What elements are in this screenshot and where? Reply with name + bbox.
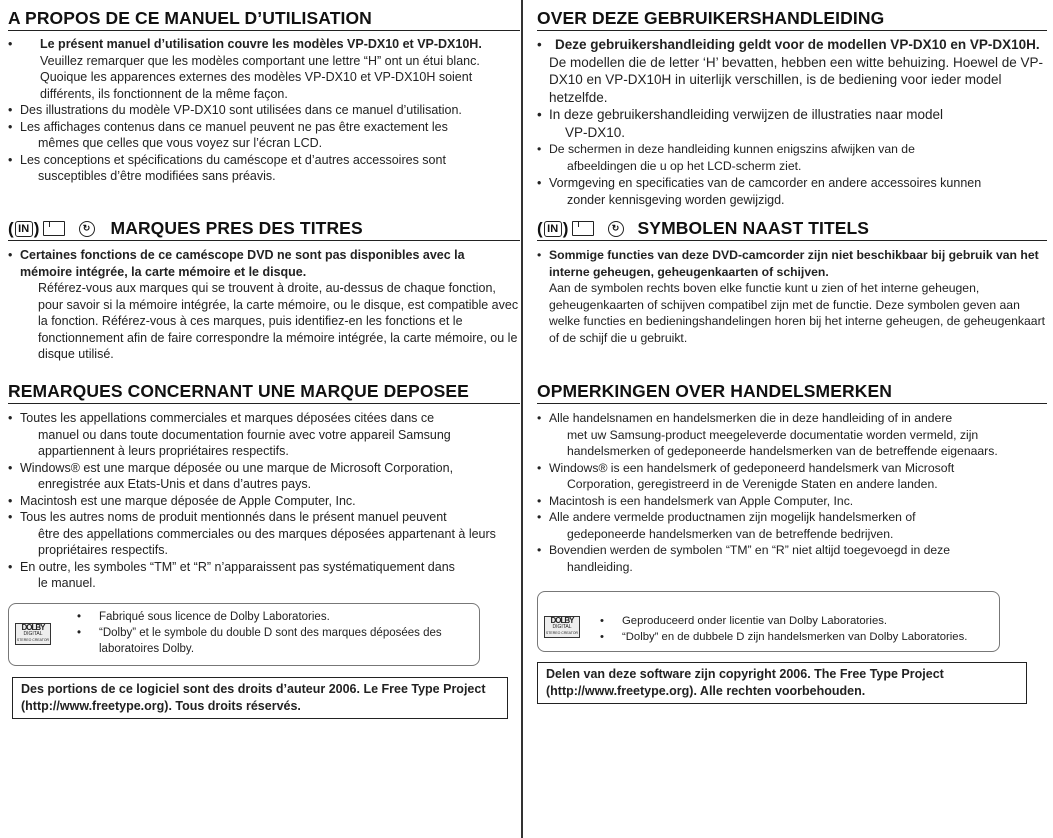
dolby-logo <box>15 623 51 645</box>
fr-dolby-box <box>8 603 480 666</box>
fr-tm-3: Tous les autres noms de produit mentionnés dans le présent manuel peuvent <box>20 510 447 524</box>
list-item <box>8 493 520 510</box>
fr-dolby-line-0: • Fabriqué sous licence de Dolby Laboratories. <box>77 609 472 625</box>
nl-symbols-section <box>537 218 1047 346</box>
fr-tm-cont-0: manuel ou dans toute documentation fournie avec votre appareil Samsung appartiennent à leurs propriétaires respectifs. <box>38 427 451 458</box>
fr-symbols-heading <box>8 218 520 241</box>
fr-trademark-section <box>8 381 520 592</box>
list-item <box>8 247 520 363</box>
nl-symbols-heading <box>537 218 1047 241</box>
fr-about-bold: • Le présent manuel d’utilisation couvre les modèles VP-DX10 et VP-DX10H. <box>40 37 482 51</box>
fr-dolby-text <box>77 609 472 657</box>
nl-about-cont-2: afbeeldingen die u op het LCD-scherm ziet. <box>567 159 802 173</box>
nl-tm-0: Alle handelsnamen en handelsmerken die in deze handleiding of in andere <box>549 411 953 425</box>
dolby-logo-word: DOLBY <box>550 616 574 625</box>
fr-about-section <box>8 8 520 185</box>
nl-about-3: Vormgeving en specificaties van de camcorder en andere accessoires kunnen <box>549 176 982 190</box>
nl-about-cont-3: zonder kennisgeving worden gewijzigd. <box>567 192 785 207</box>
fr-symbols-title: MARQUES PRES DES TITRES <box>110 218 363 238</box>
fr-tm-cont-1: enregistrée aux Etats-Unis et dans d’autres pays. <box>38 477 312 491</box>
fr-symbols-bold: • Certaines fonctions de ce caméscope DVD ne sont pas disponibles avec la mémoire intégrée, la carte mémoire et le disque. <box>20 248 465 279</box>
list-item <box>537 141 1047 175</box>
nl-tm-4: Bovendien werden de symbolen “TM” en “R” niet altijd toegevoegd in deze <box>549 543 951 557</box>
fr-about-2: Les affichages contenus dans ce manuel peuvent ne pas être exactement les <box>20 119 448 134</box>
nl-dolby-line-0: • Geproduceerd onder licentie van Dolby Laboratories. <box>600 613 996 629</box>
nl-dolby-line-1: • “Dolby” en de dubbele D zijn handelsmerken van Dolby Laboratories. <box>600 629 996 645</box>
fr-symbols-list <box>8 247 520 363</box>
list-item <box>8 460 520 493</box>
list-item <box>8 36 520 102</box>
nl-symbols-text: Aan de symbolen rechts boven elke functie kunt u zien of het interne geheugen, geheugenkaarten of schijven compatibel zijn met de functie. Deze symbolen geven aan welke functies en bedieningshandelingen horen bij het interne geheugen, de geheugenkaart of de schijf die u gebruikt. <box>549 281 1046 345</box>
list-item <box>8 119 520 152</box>
nl-tm-2: Macintosh is een handelsmerk van Apple Computer, Inc. <box>549 493 854 508</box>
nl-tm-cont-4: handleiding. <box>567 559 633 574</box>
fr-tm-1: Windows® est une marque déposée ou une marque de Microsoft Corporation, <box>20 460 454 475</box>
column-divider <box>521 0 523 838</box>
fr-trademark-title: REMARQUES CONCERNANT UNE MARQUE DEPOSEE <box>8 381 520 404</box>
fr-about-title: A PROPOS DE CE MANUEL D’UTILISATION <box>8 8 520 31</box>
nl-about-cont-1: VP-DX10. <box>565 124 626 140</box>
list-item <box>537 247 1047 346</box>
fr-symbols-text: Référez-vous aux marques qui se trouvent à droite, au-dessus de chaque fonction, pour savoir si la mémoire intégrée, la carte mémoire, ou le disque, est compatible avec la fonction. Référez-vous à ces marques, puis identifiez-en les fonctions et le fonctionnement afin de faire correspondre la mémoire intégrée, la carte mémoire, ou le disque utilisé. <box>38 281 519 361</box>
nl-about-list <box>537 36 1047 208</box>
fr-about-cont-2: mêmes que celles que vous voyez sur l’écran LCD. <box>38 136 323 150</box>
nl-tm-1: Windows® is een handelsmerk of gedeponeerd handelsmerk van Microsoft <box>549 460 955 475</box>
nl-about-cont-0: De modellen die de letter ‘H’ bevatten, hebben een witte behuizing. Hoewel de VP-DX10 en VP-DX10H in uiterlijk verschillen, is de bediening voor ieder model hetzelfde. <box>549 54 1044 105</box>
nl-tm-cont-0: met uw Samsung-product meegeleverde documentatie worden vermeld, zijn handelsmerken of gedeponeerde handelsmerken van de betreffende eigenaars. <box>567 427 998 458</box>
list-item <box>537 106 1047 141</box>
fr-about-cont-3: susceptibles d’être modifiées sans préavis. <box>38 169 276 183</box>
nl-freetype-notice: Delen van deze software zijn copyright 2006. The Free Type Project (http://www.freetype.org). Alle rechten voorbehouden. <box>537 662 1027 704</box>
fr-about-list <box>8 36 520 185</box>
nl-symbols-bold: • Sommige functies van deze DVD-camcorder zijn niet beschikbaar bij gebruik van het interne geheugen, geheugenkaarten of schijven. <box>549 248 1039 279</box>
nl-dolby-box <box>537 591 1000 652</box>
list-item <box>8 559 520 592</box>
list-item <box>8 102 520 119</box>
fr-symbols-section <box>8 218 520 363</box>
fr-tm-4: En outre, les symboles “TM” et “R” n’apparaissent pas systématiquement dans <box>20 559 455 574</box>
dolby-logo-digital: DIGITAL <box>552 624 572 630</box>
dolby-logo-sub: STEREO CREATOR <box>16 638 50 642</box>
fr-symbols-icons: ( IN ) ↻ <box>8 219 95 239</box>
fr-about-3: Les conceptions et spécifications du caméscope et d’autres accessoires sont <box>20 152 446 167</box>
memory-card-icon <box>43 221 65 236</box>
dolby-logo-word: DOLBY <box>21 623 45 632</box>
fr-about-1: Des illustrations du modèle VP-DX10 sont utilisées dans ce manuel d’utilisation. <box>20 103 462 117</box>
built-in-memory-icon: IN <box>544 221 562 237</box>
nl-symbols-icons: ( IN ) ↻ <box>537 219 624 239</box>
nl-trademark-list <box>537 410 1047 575</box>
list-item <box>537 410 1047 460</box>
nl-about-2: De schermen in deze handleiding kunnen enigszins afwijken van de <box>549 142 915 156</box>
built-in-memory-icon: IN <box>15 221 33 237</box>
disc-icon: ↻ <box>79 221 95 237</box>
disc-icon: ↻ <box>608 221 624 237</box>
fr-tm-cont-3: être des appellations commerciales ou des marques déposées appartenant à leurs propriétaires respectifs. <box>38 526 496 557</box>
dolby-logo-digital: DIGITAL <box>23 631 43 637</box>
nl-about-1: In deze gebruikershandleiding verwijzen de illustraties naar model <box>549 107 943 122</box>
dolby-logo-sub: STEREO CREATOR <box>545 631 579 635</box>
list-item <box>8 152 520 185</box>
list-item <box>537 542 1047 575</box>
nl-tm-cont-1: Corporation, geregistreerd in de Verenigde Staten en andere landen. <box>567 477 938 491</box>
fr-tm-2: Macintosh est une marque déposée de Apple Computer, Inc. <box>20 493 356 508</box>
nl-trademark-section <box>537 381 1047 575</box>
nl-tm-cont-3: gedeponeerde handelsmerken van de betreffende bedrijven. <box>567 526 894 541</box>
list-item <box>537 460 1047 493</box>
dolby-logo <box>544 616 580 638</box>
nl-about-section <box>537 8 1047 208</box>
list-item <box>8 410 520 460</box>
nl-about-bold: Deze gebruikershandleiding geldt voor de modellen VP-DX10 en VP-DX10H. <box>555 37 1040 52</box>
list-item <box>8 509 520 559</box>
fr-tm-0: Toutes les appellations commerciales et marques déposées citées dans ce <box>20 411 435 425</box>
list-item <box>537 175 1047 208</box>
nl-tm-3: Alle andere vermelde productnamen zijn mogelijk handelsmerken of <box>549 510 916 524</box>
nl-about-title: OVER DEZE GEBRUIKERSHANDLEIDING <box>537 8 1047 31</box>
list-item <box>537 509 1047 542</box>
nl-trademark-title: OPMERKINGEN OVER HANDELSMERKEN <box>537 381 1047 404</box>
memory-card-icon <box>572 221 594 236</box>
nl-dolby-text <box>600 613 996 645</box>
nl-symbols-title: SYMBOLEN NAAST TITELS <box>637 218 870 238</box>
fr-about-cont-0: Veuillez remarquer que les modèles comportant une lettre “H” ont un étui blanc. Quoique les apparences externes des modèles VP-DX10 et VP-DX10H soient différents, ils fonctionnent de la même façon. <box>40 53 480 101</box>
fr-freetype-notice: Des portions de ce logiciel sont des droits d’auteur 2006. Le Free Type Project (http://www.freetype.org). Tous droits réservés. <box>12 677 508 719</box>
nl-symbols-list <box>537 247 1047 346</box>
list-item <box>537 36 1047 106</box>
fr-dolby-line-1: • “Dolby” et le symbole du double D sont des marques déposées des laboratoires Dolby. <box>77 625 472 657</box>
list-item <box>537 493 1047 510</box>
fr-tm-cont-4: le manuel. <box>38 576 96 590</box>
fr-trademark-list <box>8 410 520 592</box>
